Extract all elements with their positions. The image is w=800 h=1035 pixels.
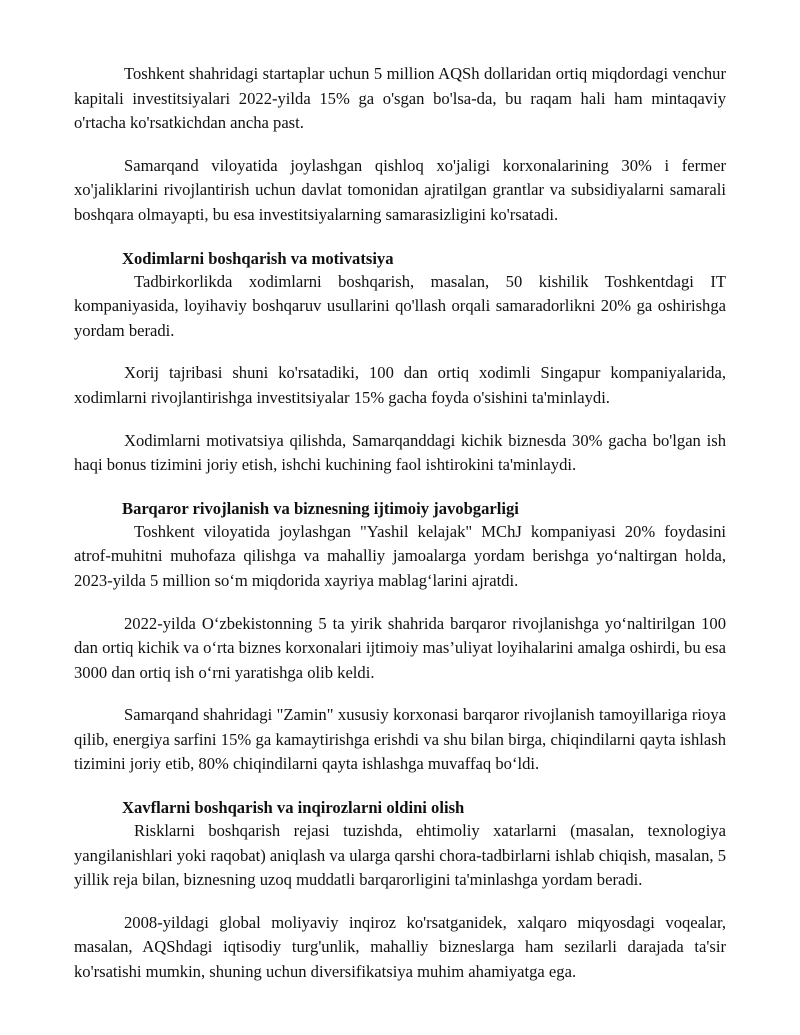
paragraph-bonus-system: Xodimlarni motivatsiya qilishda, Samarqanddagi kichik biznesda 30% gacha bo'lgan ish haqi bonus tizimini joriy etish, ishchi kuchining faol ishtirokini ta'minlaydi.	[74, 430, 726, 475]
section-heading-risk-management: Xavflarni boshqarish va inqirozlarni oldini olish	[122, 798, 465, 818]
paragraph-agriculture-grants: Samarqand viloyatida joylashgan qishloq xo'jaligi korxonalarining 30% i fermer xo'jaliklarini rivojlantirish uchun davlat tomonidan ajratilgan grantlar va subsidiyalarni samarali boshqara olmayapti, bu esa investitsiyalarning samarasizligini ko'rsatadi.	[74, 155, 726, 224]
paragraph-financial-crisis: 2008-yildagi global moliyaviy inqiroz ko'rsatganidek, xalqaro miqyosdagi voqealar, masalan, AQShdagi iqtisodiy turg'unlik, mahalliy bizneslarga ham sezilarli darajada ta'sir ko'rsatishi mumkin, shuning uchun diversifikatsiya muhim ahamiyatga ega.	[74, 912, 726, 982]
paragraph-it-company: Tadbirkorlikda xodimlarni boshqarish, masalan, 50 kishilik Toshkentdagi IT kompaniyasida, loyihaviy boshqaruv usullarini qo'llash orqali samaradorlikni 20% ga oshirishga yordam beradi.	[74, 271, 726, 340]
paragraph-risk-plan: Risklarni boshqarish rejasi tuzishda, ehtimoliy xatarlarni (masalan, texnologiya yangilanishlari yoki raqobat) aniqlash va ularga qarshi chora-tadbirlarni ishlab chiqish, masalan, 5 yillik reja bilan, biznesning uzoq muddatli barqarorligini ta'minlashga yordam beradi.	[74, 821, 726, 890]
section-heading-sustainability: Barqaror rivojlanish va biznesning ijtimoiy javobgarligi	[122, 498, 519, 518]
paragraph-zamin: Samarqand shahridagi "Zamin" xususiy korxonasi barqaror rivojlanish tamoyillariga rioya qilib, energiya sarfini 15% ga kamaytirishga erishdi va shu bilan birga, chiqindilarni qayta ishlash tizimini joriy etib, 80% chiqindilarni qayta ishlashga muvaffaq bo‘ldi.	[74, 705, 726, 774]
paragraph-singapore: Xorij tajribasi shuni ko'rsatadiki, 100 dan ortiq xodimli Singapur kompaniyalarida, xodimlarni rivojlantirishga investitsiyalar 15% gacha foyda o'sishini ta'minlaydi.	[74, 363, 726, 407]
paragraph-yashil-kelajak: Toshkent viloyatida joylashgan "Yashil kelajak" MChJ kompaniyasi 20% foydasini atrof-muhitni muhofaza qilishga va mahalliy jamoalarga yordam berishga yo‘naltirgan holda, 2023-yilda 5 million so‘m miqdorida xayriya mablag‘larini ajratdi.	[74, 521, 726, 590]
section-heading-staff-management: Xodimlarni boshqarish va motivatsiya	[122, 248, 394, 268]
paragraph-sme-social: 2022-yilda O‘zbekistonning 5 ta yirik shahrida barqaror rivojlanishga yo‘naltirilgan 100 dan ortiq kichik va o‘rta biznes korxonalari ijtimoiy mas’uliyat loyihalarini amalga oshirdi, bu esa 3000 dan ortiq ish o‘rni yaratishga olib keldi.	[74, 613, 726, 682]
paragraph-venture-capital: Toshkent shahridagi startaplar uchun 5 million AQSh dollaridan ortiq miqdordagi venchur kapitali investitsiyalari 2022-yilda 15% ga o'sgan bo'lsa-da, bu raqam hali ham mintaqaviy o'rtacha ko'rsatkichdan ancha past.	[74, 64, 726, 133]
